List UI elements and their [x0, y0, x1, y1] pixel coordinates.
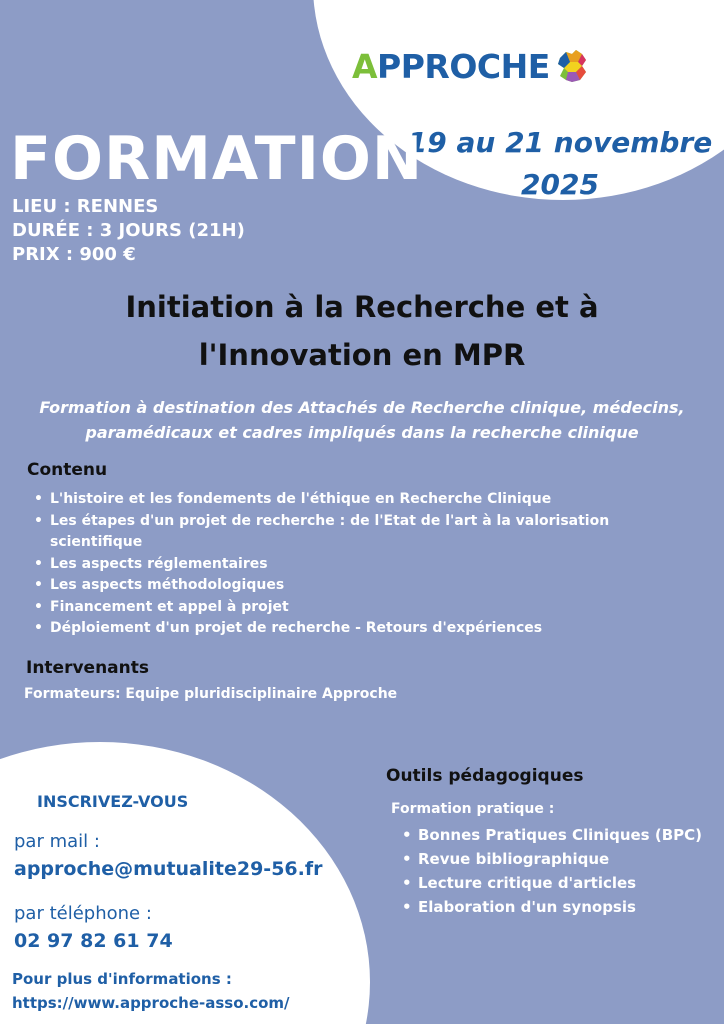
list-item: • Revue bibliographique [400, 847, 720, 871]
outils-heading: Outils pédagogiques [386, 766, 584, 786]
contenu-heading: Contenu [27, 460, 108, 480]
list-item: • L'histoire et les fondements de l'éthique en Recherche Clinique [32, 489, 672, 511]
register-heading: INSCRIVEZ-VOUS [37, 792, 189, 811]
prix: PRIX : 900 € [12, 244, 136, 265]
lieu: LIEU : RENNES [12, 196, 159, 217]
list-item: • Déploiement d'un projet de recherche - Retours d'expériences [32, 618, 672, 640]
list-item: • Les aspects réglementaires [32, 554, 672, 576]
duree: DURÉE : 3 JOURS (21H) [12, 220, 245, 241]
website-link[interactable]: https://www.approche-asso.com/ [12, 994, 290, 1012]
approche-logo [352, 46, 592, 86]
course-title-line2: l'Innovation en MPR [198, 338, 526, 372]
mail-label: par mail : [14, 831, 100, 852]
target-audience [20, 395, 704, 445]
outils-subheading: Formation pratique : [391, 801, 555, 817]
list-item: • Les étapes d'un projet de recherche : de l'Etat de l'art à la valorisation scientifique [32, 511, 672, 554]
email-link[interactable]: approche@mutualite29-56.fr [14, 858, 323, 880]
date-line2: 2025 [521, 168, 599, 201]
logo-text: APPROCHE [352, 46, 550, 86]
audience-line1: Formation à destination des Attachés de Recherche clinique, médecins, [39, 398, 685, 417]
page-title: FORMATION [10, 124, 424, 194]
outils-list [400, 823, 720, 919]
list-item: • Elaboration d'un synopsis [400, 895, 720, 919]
course-infos [12, 195, 245, 267]
phone-label: par téléphone : [14, 903, 152, 924]
contenu-list [32, 489, 672, 640]
list-item: • Les aspects méthodologiques [32, 575, 672, 597]
course-title [60, 283, 664, 379]
phone-number[interactable]: 02 97 82 61 74 [14, 930, 173, 952]
course-title-line1: Initiation à la Recherche et à [125, 290, 599, 324]
france-map-icon [552, 46, 592, 86]
date [400, 122, 720, 206]
intervenants-text: Formateurs: Equipe pluridisciplinaire Approche [24, 686, 398, 702]
more-info-label: Pour plus d'informations : [12, 970, 232, 988]
list-item: • Lecture critique d'articles [400, 871, 720, 895]
date-line1: 19 au 21 novembre [407, 126, 713, 159]
list-item: • Bonnes Pratiques Cliniques (BPC) [400, 823, 720, 847]
intervenants-heading: Intervenants [26, 658, 150, 678]
list-item: • Financement et appel à projet [32, 597, 672, 619]
audience-line2: paramédicaux et cadres impliqués dans la recherche clinique [85, 423, 639, 442]
